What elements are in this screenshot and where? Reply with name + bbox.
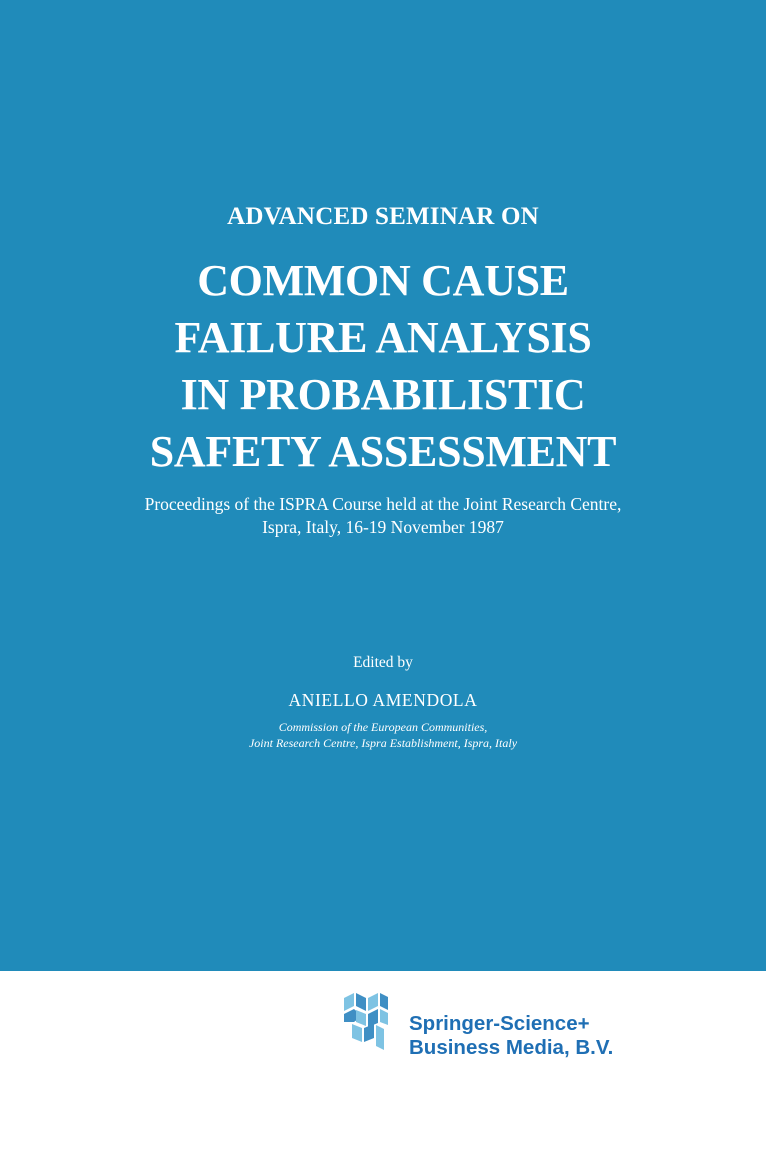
springer-chess-knight-icon (342, 992, 390, 1052)
affiliation-line: Commission of the European Communities, (278, 720, 488, 734)
proceedings-subtitle (0, 493, 766, 539)
title-line: COMMON CAUSE (197, 256, 569, 305)
publisher-name-line: Springer-Science+ (409, 1012, 590, 1035)
publisher-name-line: Business Media, B.V. (409, 1036, 614, 1059)
book-title (0, 252, 766, 480)
publisher-block (342, 992, 672, 1062)
edited-by-label: Edited by (353, 654, 413, 671)
affiliation-line: Joint Research Centre, Ispra Establishment, Ispra, Italy (248, 736, 518, 750)
seminar-heading: ADVANCED SEMINAR ON (227, 203, 539, 230)
publisher-name (409, 1012, 613, 1060)
title-line: FAILURE ANALYSIS (174, 313, 592, 362)
proceedings-line: Ispra, Italy, 16-19 November 1987 (262, 517, 504, 537)
editor-affiliation (0, 719, 766, 751)
editor-name: ANIELLO AMENDOLA (288, 690, 478, 710)
title-line: SAFETY ASSESSMENT (149, 427, 617, 476)
title-line: IN PROBABILISTIC (180, 370, 586, 419)
proceedings-line: Proceedings of the ISPRA Course held at the Joint Research Centre, (144, 494, 622, 514)
